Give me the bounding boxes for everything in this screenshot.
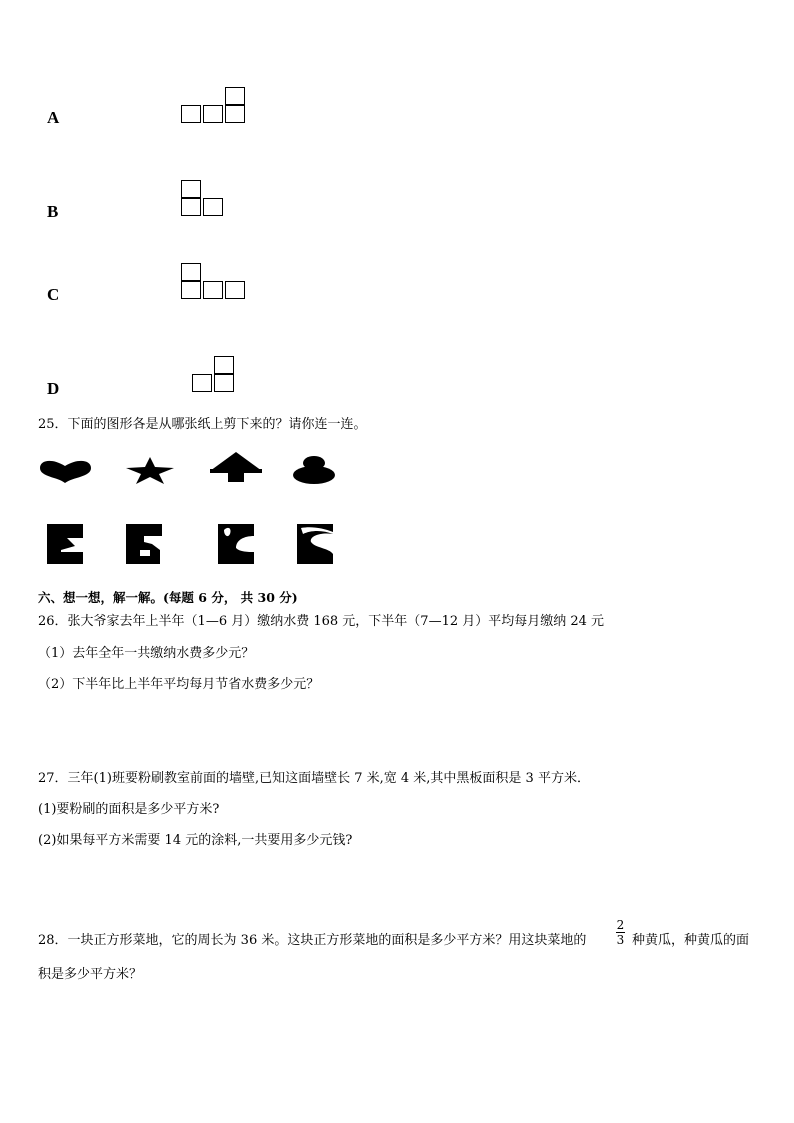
q28-fraction — [616, 919, 625, 946]
option-b-figure — [181, 180, 231, 220]
snowman-icon — [292, 455, 337, 485]
cut-paper-3-icon — [218, 524, 256, 564]
q28-line1-before: 28．一块正方形菜地，它的周长为 36 米。这块正方形菜地的面积是多少平方米？用这块菜地的 — [38, 933, 587, 948]
option-d-figure — [192, 356, 242, 396]
option-d-label: D — [47, 379, 60, 398]
fraction-numerator: 2 — [616, 918, 625, 932]
q26-stem: 26．张大爷家去年上半年（1—6 月）缴纳水费 168 元，下半年（7—12 月）平均每月缴纳 24 元 — [38, 614, 605, 629]
q28-line1-after: 种黄瓜，种黄瓜的面 — [632, 933, 750, 948]
option-a-figure — [181, 88, 251, 128]
q27-sub1: (1)要粉刷的面积是多少平方米? — [38, 802, 220, 817]
cut-paper-2-icon — [126, 524, 164, 564]
fraction-denominator: 3 — [616, 933, 625, 947]
star-icon — [124, 455, 176, 485]
arrow-icon — [208, 451, 264, 483]
q26-sub2: （2）下半年比上半年平均每月节省水费多少元？ — [38, 677, 320, 692]
option-a-label: A — [47, 108, 60, 127]
cut-paper-4-icon — [297, 524, 335, 564]
q28-line2: 积是多少平方米？ — [38, 967, 143, 982]
heart-icon — [38, 455, 93, 485]
section-title: 六、想一想，解一解。(每题 6 分， 共 30 分) — [38, 590, 298, 605]
option-c-label: C — [47, 285, 60, 304]
q25-text: 25．下面的图形各是从哪张纸上剪下来的？请你连一连。 — [38, 417, 367, 432]
q27-sub2: (2)如果每平方米需要 14 元的涂料,一共要用多少元钱? — [38, 833, 353, 848]
q26-sub1: （1）去年全年一共缴纳水费多少元？ — [38, 646, 255, 661]
q27-stem: 27．三年(1)班要粉刷教室前面的墙壁,已知这面墙壁长 7 米,宽 4 米,其中黑板面积是 3 平方米． — [38, 771, 590, 786]
cut-paper-1-icon — [47, 524, 85, 564]
option-c-figure — [181, 263, 251, 303]
option-b-label: B — [47, 202, 59, 221]
